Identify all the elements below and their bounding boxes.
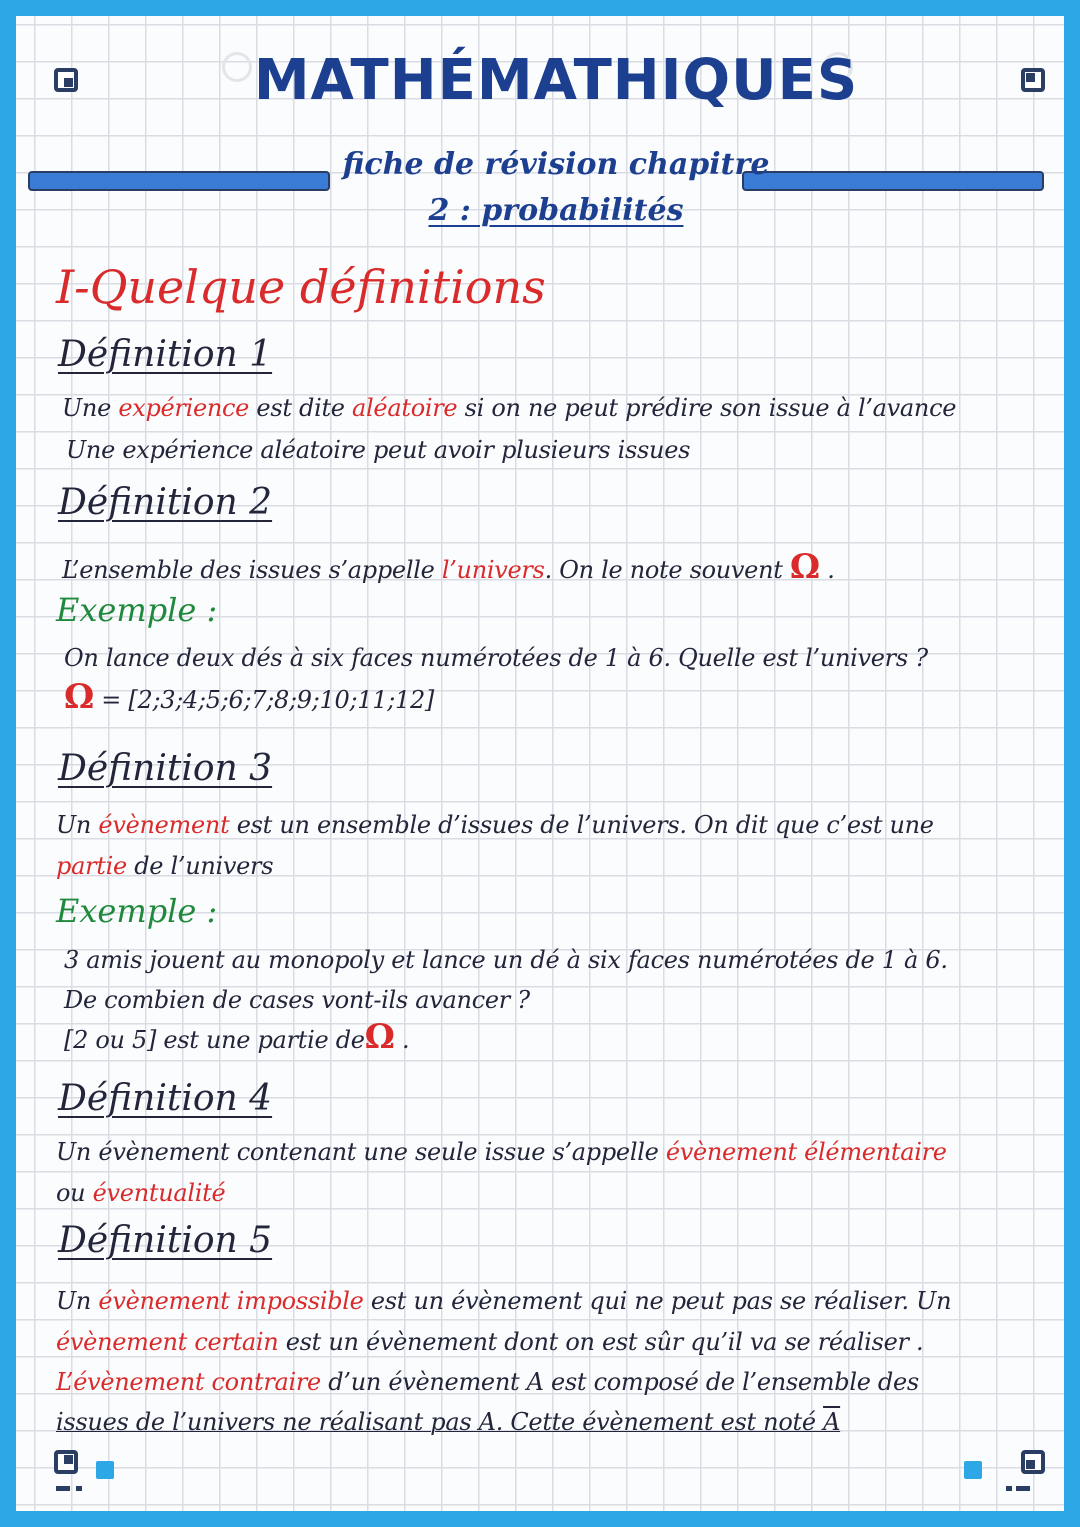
definition-1-line-2: Une expérience aléatoire peut avoir plusieurs issues [66,436,691,464]
header-bar-left [28,171,330,191]
definition-5-line-2: évènement certain est un évènement dont on est sûr qu’il va se réaliser . [56,1328,924,1356]
example-2-line-2: Ω = [2;3;4;5;6;7;8;9;10;11;12] [64,677,434,717]
definition-4-line-2: ou éventualité [56,1179,226,1207]
divider [1016,1486,1030,1491]
definition-3-line-2: partie de l’univers [56,852,274,880]
example-3-line-3: [2 ou 5] est une partie deΩ . [64,1017,410,1057]
corner-bracket-icon [1021,1450,1045,1474]
definition-5-line-4: issues de l’univers ne réalisant pas A. Cette évènement est noté A [56,1408,841,1436]
page-title: MATHÉMATHIQUES [253,48,859,113]
definition-5-line-3: L’évènement contraire d’un évènement A est composé de l’ensemble des [56,1368,919,1396]
example-label: Exemple : [56,591,218,629]
subtitle-line-2: 2 : probabilités [428,193,684,228]
omega-symbol: Ω [364,1017,395,1057]
omega-symbol: Ω [789,547,820,587]
definition-5-line-1: Un évènement impossible est un évènement qui ne peut pas se réaliser. Un [56,1287,952,1315]
divider [76,1486,82,1491]
divider [56,1486,70,1491]
definition-2-title: Définition 2 [58,482,273,523]
example-3-line-2: De combien de cases vont-ils avancer ? [64,986,530,1014]
example-label: Exemple : [56,892,218,930]
definition-5-title: Définition 5 [58,1220,273,1261]
definition-4-line-1: Un évènement contenant une seule issue s’appelle évènement élémentaire [56,1138,947,1166]
example-2-line-1: On lance deux dés à six faces numérotées de 1 à 6. Quelle est l’univers ? [64,644,928,672]
definition-3-line-1: Un évènement est un ensemble d’issues de l’univers. On dit que c’est une [56,811,934,839]
divider [1006,1486,1012,1491]
page-subtitle [306,142,806,234]
complement-A: A [823,1408,841,1436]
definition-2-line-1: L’ensemble des issues s’appelle l’univers. On le note souvent Ω . [62,547,835,587]
decorative-square-icon [96,1461,114,1479]
example-3-line-1: 3 amis jouent au monopoly et lance un dé à six faces numérotées de 1 à 6. [64,946,948,974]
corner-bracket-icon [54,1450,78,1474]
definition-1-title: Définition 1 [58,334,273,375]
section-title: I-Quelque définitions [56,260,546,314]
definition-3-title: Définition 3 [58,748,273,789]
decorative-square-icon [964,1461,982,1479]
definition-1-line-1: Une expérience est dite aléatoire si on ne peut prédire son issue à l’avance [62,394,957,422]
omega-symbol: Ω [64,677,94,717]
subtitle-line-1: fiche de révision chapitre [342,147,770,182]
definition-4-title: Définition 4 [58,1078,273,1119]
